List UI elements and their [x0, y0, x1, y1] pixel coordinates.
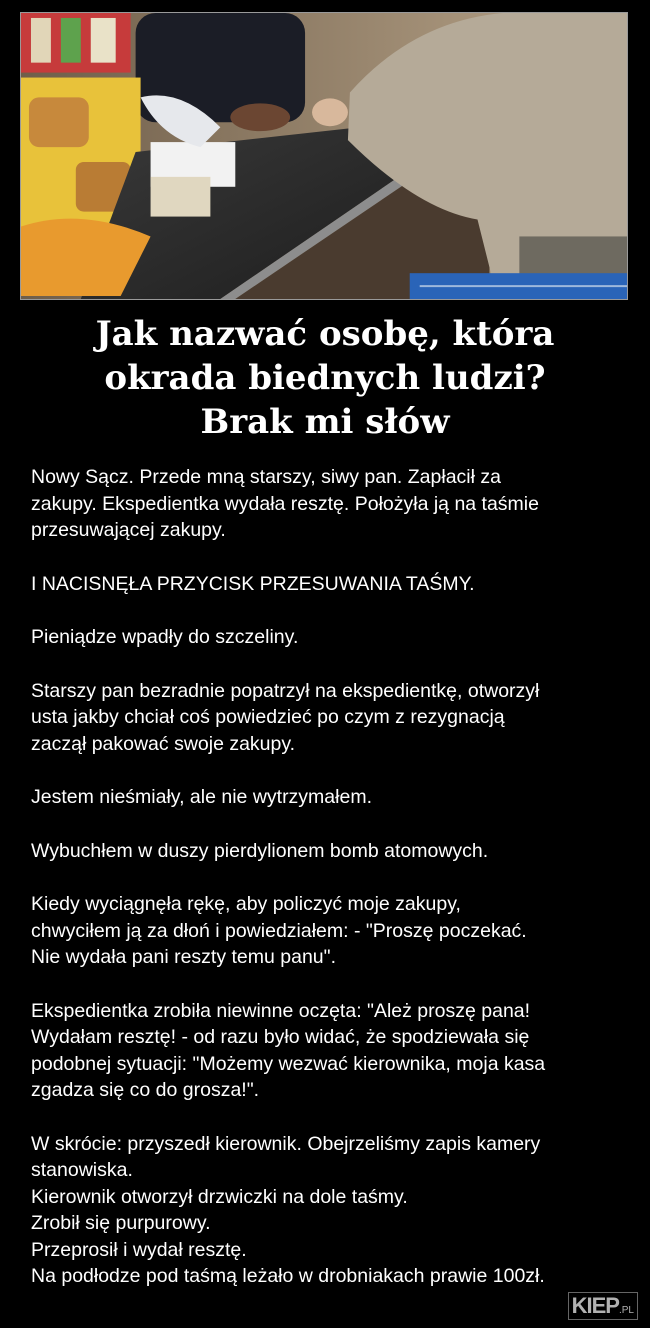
story-line: zakupy. Ekspedientka wydała resztę. Położyła ją na taśmie	[31, 492, 539, 515]
story-line: Wybuchłem w duszy pierdylionem bomb atomowych.	[31, 839, 489, 862]
watermark-suffix: .PL	[618, 1305, 634, 1316]
story-paragraph	[31, 571, 631, 598]
story-line: I NACISNĘŁA PRZYCISK PRZESUWANIA TAŚMY.	[31, 572, 475, 595]
story-paragraph	[31, 891, 631, 971]
article-title	[0, 312, 650, 444]
title-line: Brak mi słów	[200, 402, 450, 442]
story-line: zaczął pakować swoje zakupy.	[31, 732, 296, 755]
story-body	[31, 464, 631, 1290]
story-line: Wydałam resztę! - od razu było widać, że spodziewała się	[31, 1026, 530, 1048]
story-line: podobnej sytuacji: "Możemy wezwać kierownika, moja kasa	[31, 1052, 546, 1075]
story-line: Ekspedientka zrobiła niewinne oczęta: "Ależ proszę pana!	[31, 999, 531, 1022]
kiep-watermark-logo	[568, 1292, 638, 1320]
story-line: stanowiska.	[31, 1159, 133, 1181]
story-paragraph	[31, 464, 631, 544]
title-line: Jak nazwać osobę, która	[95, 314, 555, 354]
story-line: usta jakby chciał coś powiedzieć po czym z rezygnacją	[31, 706, 505, 728]
story-line: Przeprosił i wydał resztę.	[31, 1238, 247, 1261]
story-paragraph	[31, 998, 631, 1104]
story-line: Nowy Sącz. Przede mną starszy, siwy pan. Zapłacił za	[31, 466, 501, 488]
title-line: okrada biednych ludzi?	[104, 358, 546, 398]
story-paragraph	[31, 838, 631, 865]
story-paragraph	[31, 624, 631, 651]
story-paragraph	[31, 1131, 631, 1290]
checkout-photo	[20, 12, 628, 300]
story-line: Pieniądze wpadły do szczeliny.	[31, 626, 299, 648]
story-paragraph	[31, 678, 631, 758]
story-line: W skrócie: przyszedł kierownik. Obejrzeliśmy zapis kamery	[31, 1132, 541, 1155]
story-line: Jestem nieśmiały, ale nie wytrzymałem.	[31, 786, 372, 808]
checkout-counter-illustration	[21, 13, 627, 299]
story-line: Zrobił się purpurowy.	[31, 1212, 211, 1234]
story-line: Na podłodze pod taśmą leżało w drobniakach prawie 100zł.	[31, 1265, 545, 1287]
story-line: chwyciłem ją za dłoń i powiedziałem: - "Proszę poczekać.	[31, 919, 527, 942]
watermark-brand: KIEP	[571, 1293, 619, 1318]
story-paragraph	[31, 784, 631, 811]
story-line: Kiedy wyciągnęła rękę, aby policzyć moje zakupy,	[31, 893, 461, 915]
story-line: Kierownik otworzył drzwiczki na dole taśmy.	[31, 1185, 408, 1208]
story-line: zgadza się co do grosza!".	[31, 1079, 260, 1101]
story-line: Starszy pan bezradnie popatrzył na ekspedientkę, otworzył	[31, 679, 540, 702]
story-line: przesuwającej zakupy.	[31, 519, 226, 541]
story-line: Nie wydała pani reszty temu panu".	[31, 946, 336, 968]
